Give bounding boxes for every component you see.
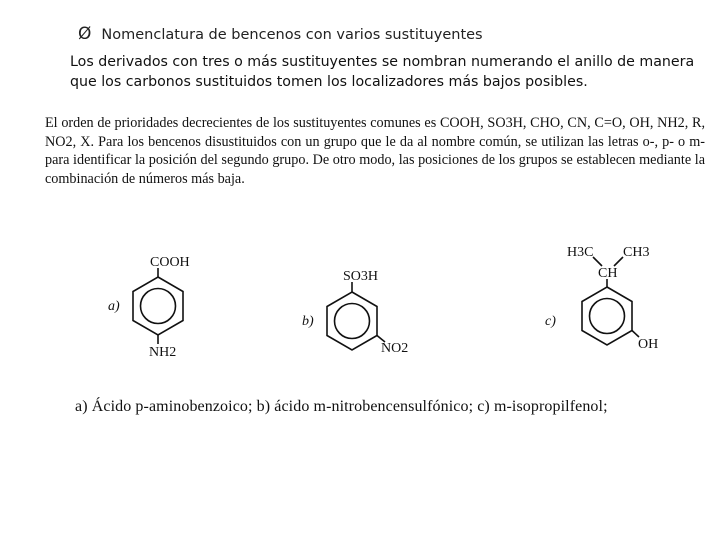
molecule-c-tag: c) (545, 314, 556, 329)
priority-order-text: El orden de prioridades decrecientes de los sustituyentes comunes es COOH, SO3H, CHO, CN, C=O, OH, NH2, R, NO2, X. Para los bencenos disustituidos con un grupo que le da al nombre común, se utilizan las letras o-, p- o m- para identificar la posición del segundo grupo. De otro modo, las posiciones de los grupos se establecen mediante la combinación de números más baja. (45, 115, 705, 187)
heading-text: Nomenclatura de bencenos con varios sustituyentes (101, 27, 483, 43)
intro-paragraph: Los derivados con tres o más sustituyentes se nombran numerando el anillo de manera que los carbonos sustituidos tomen los localizadores más bajos posibles. (70, 54, 695, 90)
molecule-a-benzene-ring (133, 268, 183, 344)
molecule-b-meta-group: NO2 (381, 341, 409, 356)
molecule-c-right-methyl: CH3 (623, 245, 650, 260)
figure-caption: a) Ácido p-aminobenzoico; b) ácido m-nitrobencensulfónico; c) m-isopropilfenol; (75, 398, 608, 415)
molecule-a-top-group: COOH (150, 255, 190, 270)
molecule-c-ch: CH (598, 266, 618, 281)
molecule-a-bottom-group: NH2 (149, 345, 177, 360)
molecule-c-meta-group: OH (638, 337, 659, 352)
bullet-arrow-icon: Ø (78, 24, 92, 44)
molecule-b-tag: b) (302, 314, 314, 329)
molecule-b-top-group: SO3H (343, 269, 379, 284)
molecule-c-left-methyl: H3C (567, 245, 594, 260)
molecule-a-tag: a) (108, 299, 120, 314)
molecule-b-benzene-ring (327, 282, 385, 350)
